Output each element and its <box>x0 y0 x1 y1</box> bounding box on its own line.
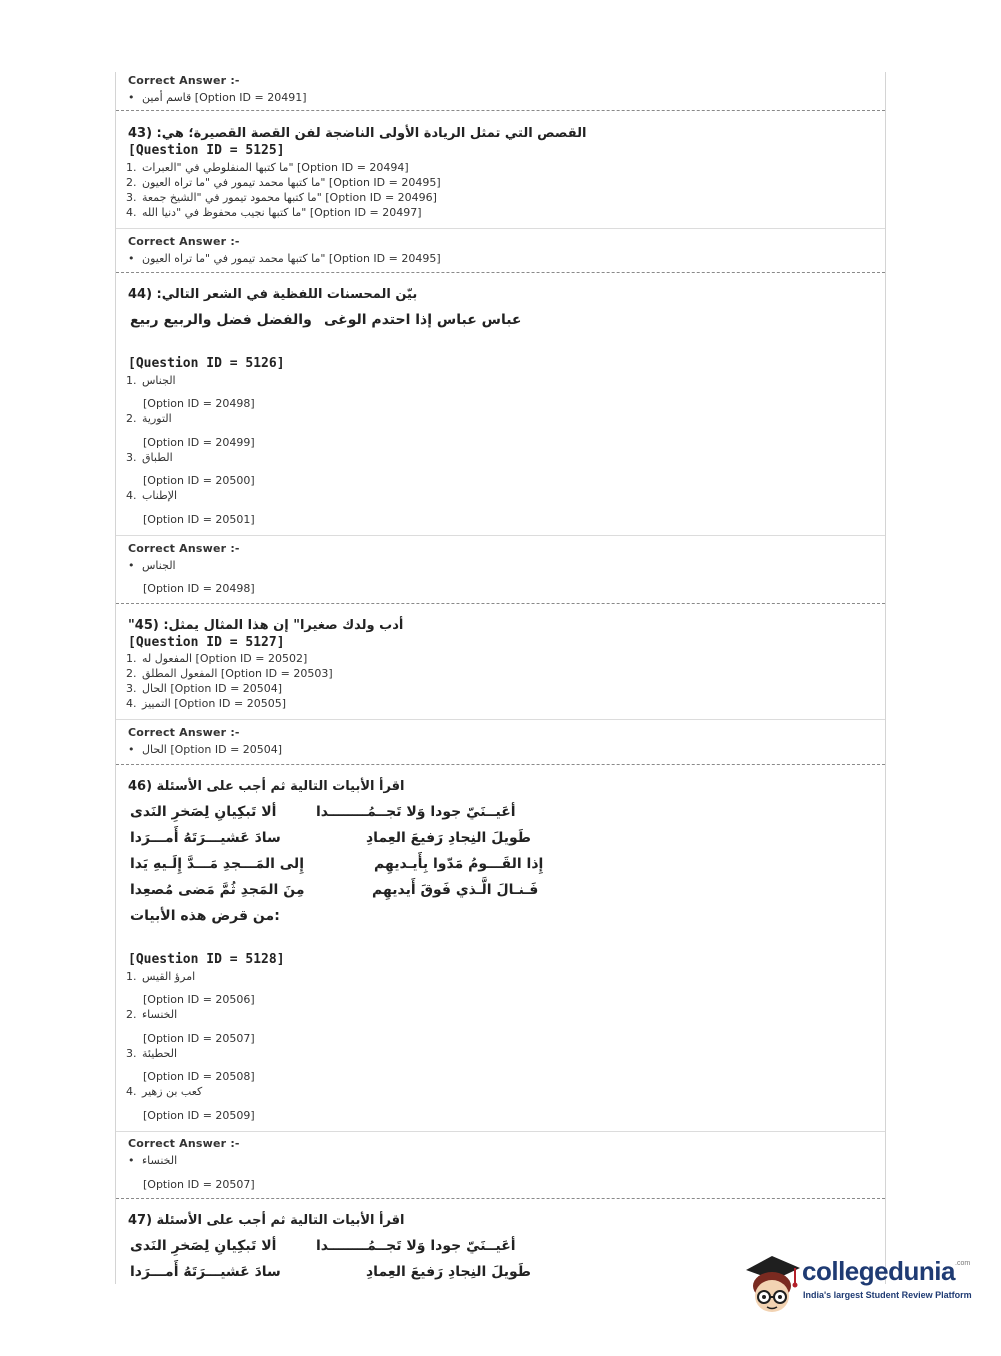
option-id: [Option ID = 20507] <box>143 1032 255 1045</box>
option-id: [Option ID = 20498] <box>143 582 255 595</box>
verse-left: سادَ عَشيـــرَتَهُ أَمـــرَدا <box>130 830 281 846</box>
verse-right: طَويلَ النِجادِ رَفيعَ العِمادِ <box>366 830 531 846</box>
option-item: 1. الجناس <box>126 374 176 387</box>
question-id: [Question ID = 5126] <box>128 356 285 371</box>
option-id: [Option ID = 20498] <box>143 397 255 410</box>
verse-left: ألا تَبكِيانِ لِصَخرِ النَدى <box>130 1238 277 1254</box>
verse-left: إِلى المَـــجدِ مَـــدَّ إِلَـيهِ يَدا <box>130 856 304 872</box>
question-id: [Question ID = 5128] <box>128 952 285 967</box>
bullet-icon: • <box>128 91 135 104</box>
option-item: 2. المفعول المطلق [Option ID = 20503] <box>126 667 333 680</box>
verse-right: أعَيــنَيّ جودا وَلا تَجــمُــــــــدا <box>316 1238 516 1254</box>
logo-wordmark: collegedunia <box>802 1256 955 1286</box>
option-item: 3. الطباق <box>126 451 173 464</box>
bullet-icon: • <box>128 743 135 756</box>
correct-answer-label: Correct Answer :- <box>128 235 240 248</box>
option-item: 3. ما كتبها محمود تيمور في "الشيخ جمعة" [Option ID = 20496] <box>126 191 437 204</box>
question-heading: اقرأ الأبيات التالية ثم أجب على الأسئلة (46 <box>128 779 405 794</box>
verse-left: والفضل فضل والربيع ربيع <box>130 312 312 328</box>
option-item: 3. الحال [Option ID = 20504] <box>126 682 283 695</box>
correct-answer: • قاسم أمين [Option ID = 20491] <box>128 91 307 104</box>
option-item: 2. التورية <box>126 412 172 425</box>
question-heading: اقرأ الأبيات التالية ثم أجب على الأسئلة (47 <box>128 1213 405 1228</box>
question-id: [Question ID = 5127] <box>128 635 285 650</box>
divider <box>116 764 885 765</box>
divider <box>116 228 885 229</box>
option-item: 4. ما كتبها نجيب محفوظ في "دنيا الله" [Option ID = 20497] <box>126 206 422 219</box>
divider <box>116 110 885 111</box>
option-item: 3. الحطيئة <box>126 1047 178 1060</box>
verse-right: فَـنـالَ الَّـذي فَوقَ أَيديهِم <box>372 882 539 898</box>
divider <box>116 1198 885 1199</box>
option-item: 1. المفعول له [Option ID = 20502] <box>126 652 308 665</box>
option-item: 2. الخنساء <box>126 1008 178 1021</box>
verse-right: طَويلَ النِجادِ رَفيعَ العِمادِ <box>366 1264 531 1280</box>
divider <box>116 603 885 604</box>
correct-answer-label: Correct Answer :- <box>128 1137 240 1150</box>
correct-answer: • الخنساء <box>128 1154 178 1167</box>
option-item: 2. ما كتبها محمد تيمور في "ما تراه العيون" [Option ID = 20495] <box>126 176 441 189</box>
correct-answer-label: Correct Answer :- <box>128 542 240 555</box>
verse-left: مِنَ المَجدِ ثُمَّ مَضى مُصعِدا <box>130 882 305 898</box>
option-id: [Option ID = 20506] <box>143 993 255 1006</box>
divider <box>116 272 885 273</box>
verse-right: إِذا القَـــومُ مَدّوا بِأَيـديهِم <box>374 856 544 872</box>
question-prompt: من قرض هذه الأبيات: <box>130 908 280 924</box>
logo-domain: .com <box>955 1260 971 1267</box>
bullet-icon: • <box>128 1154 135 1167</box>
correct-answer-label: Correct Answer :- <box>128 726 240 739</box>
question-heading: بيّن المحسنات اللفظية في الشعر التالي: (44 <box>128 287 418 302</box>
question-heading: القصص التي تمثل الريادة الأولى الناضجة لفن القصة القصيرة؛ هي: (43 <box>128 126 587 141</box>
verse-right: عباس عباس إذا احتدم الوغى <box>324 312 522 328</box>
question-id: [Question ID = 5125] <box>128 143 285 158</box>
correct-answer-label: Correct Answer :- <box>128 74 240 87</box>
verse-left: سادَ عَشيـــرَتَهُ أَمـــرَدا <box>130 1264 281 1280</box>
exam-page <box>115 72 886 1284</box>
option-id: [Option ID = 20509] <box>143 1109 255 1122</box>
question-heading: "أدب ولدك صغيرا" إن هذا المثال يمثل: (45 <box>128 618 404 633</box>
option-id: [Option ID = 20499] <box>143 436 255 449</box>
option-id: [Option ID = 20501] <box>143 513 255 526</box>
logo-tagline: India's largest Student Review Platform <box>803 1290 972 1300</box>
option-item: 4. الإطناب <box>126 489 178 502</box>
correct-answer: • ما كتبها محمد تيمور في "ما تراه العيون" [Option ID = 20495] <box>128 252 441 265</box>
correct-answer: • الجناس <box>128 559 176 572</box>
correct-answer: • الحال [Option ID = 20504] <box>128 743 283 756</box>
verse-right: أعَيــنَيّ جودا وَلا تَجــمُــــــــدا <box>316 804 516 820</box>
divider <box>116 719 885 720</box>
mascot-icon <box>742 1250 804 1316</box>
option-item: 4. التمييز [Option ID = 20505] <box>126 697 287 710</box>
divider <box>116 1131 885 1132</box>
option-id: [Option ID = 20507] <box>143 1178 255 1191</box>
option-item: 1. ما كتبها المنفلوطي في "العبرات" [Option ID = 20494] <box>126 161 409 174</box>
bullet-icon: • <box>128 252 135 265</box>
bullet-icon: • <box>128 559 135 572</box>
option-item: 1. امرؤ القيس <box>126 970 196 983</box>
option-id: [Option ID = 20500] <box>143 474 255 487</box>
option-id: [Option ID = 20508] <box>143 1070 255 1083</box>
verse-left: ألا تَبكِيانِ لِصَخرِ النَدى <box>130 804 277 820</box>
collegedunia-logo <box>742 1250 972 1322</box>
divider <box>116 535 885 536</box>
option-item: 4. كعب بن زهير <box>126 1085 203 1098</box>
